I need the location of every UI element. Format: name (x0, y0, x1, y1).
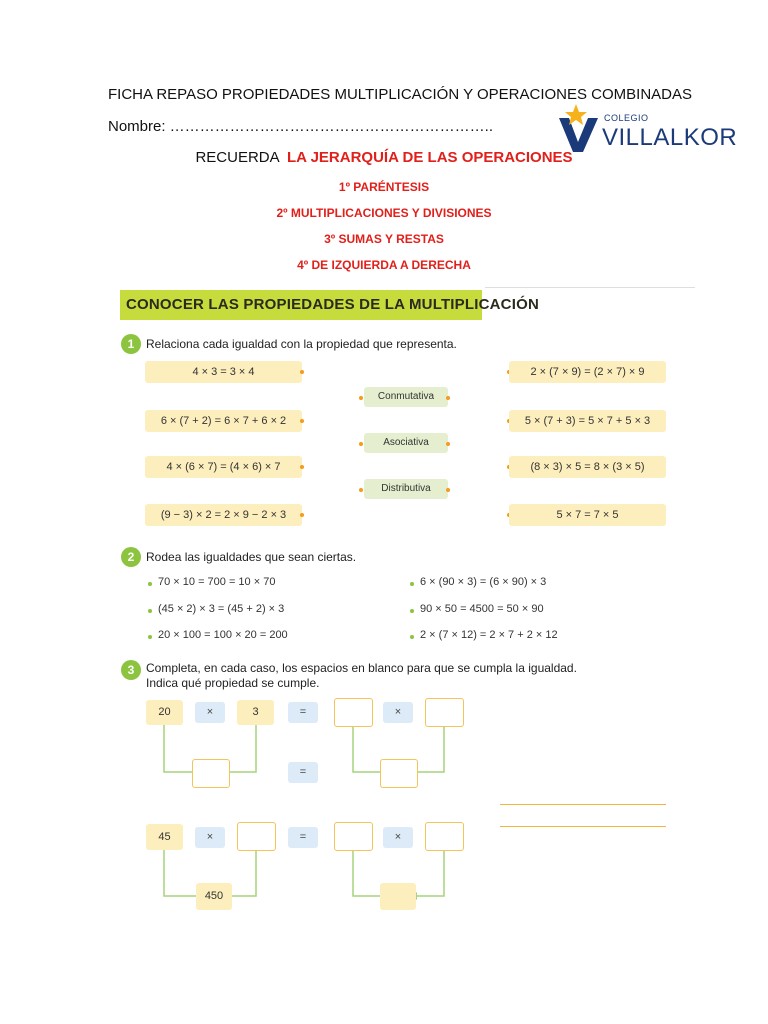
operator-box: × (383, 702, 413, 723)
equality-box: 5 × (7 + 3) = 5 × 7 + 5 × 3 (509, 410, 666, 432)
equals-box: = (288, 762, 318, 783)
exercise-instruction: Completa, en cada caso, los espacios en blanco para que se cumpla la igualdad. (146, 661, 577, 675)
equality-item[interactable]: 2 × (7 × 12) = 2 × 7 + 2 × 12 (420, 629, 558, 641)
reminder-highlight: LA JERARQUÍA DE LAS OPERACIONES (286, 149, 573, 166)
logo-school-name: VILLALKOR (602, 124, 738, 151)
rule-4: 4º DE IZQUIERDA A DERECHA (297, 258, 471, 272)
reminder-prefix: RECUERDA (195, 149, 279, 166)
section-banner-text: CONOCER LAS PROPIEDADES DE LA MULTIPLICACIÓN (126, 296, 539, 313)
equals-box: = (288, 827, 318, 848)
value-box: 45 (146, 824, 183, 850)
answer-blank[interactable] (334, 698, 373, 727)
value-box: 20 (146, 700, 183, 725)
answer-line[interactable] (500, 804, 666, 805)
logo-college-text: COLEGIO (604, 113, 649, 123)
exercise-number: 1 (121, 334, 141, 354)
operator-box: × (383, 827, 413, 848)
answer-blank[interactable] (425, 822, 464, 851)
answer-blank[interactable] (425, 698, 464, 727)
answer-blank[interactable] (334, 822, 373, 851)
equality-box: (9 − 3) × 2 = 2 × 9 − 2 × 3 (145, 504, 302, 526)
answer-blank[interactable] (380, 759, 418, 788)
exercise-number: 2 (121, 547, 141, 567)
answer-line[interactable] (500, 826, 666, 827)
property-distributiva: Distributiva (364, 479, 448, 499)
exercise-instruction: Relaciona cada igualdad con la propiedad que representa. (146, 337, 457, 351)
result-box: 450 (196, 883, 232, 910)
equality-item[interactable]: 90 × 50 = 4500 = 50 × 90 (420, 603, 544, 615)
operator-box: × (195, 702, 225, 723)
equality-box: 6 × (7 + 2) = 6 × 7 + 6 × 2 (145, 410, 302, 432)
answer-blank[interactable] (237, 822, 276, 851)
equality-box: 5 × 7 = 7 × 5 (509, 504, 666, 526)
answer-blank-filled[interactable] (380, 883, 416, 910)
equality-box: 4 × 3 = 3 × 4 (145, 361, 302, 383)
equality-item[interactable]: 20 × 100 = 100 × 20 = 200 (158, 629, 288, 641)
rule-2: 2º MULTIPLICACIONES Y DIVISIONES (276, 206, 492, 220)
exercise-instruction: Rodea las igualdades que sean ciertas. (146, 550, 357, 564)
equality-item[interactable]: (45 × 2) × 3 = (45 + 2) × 3 (158, 603, 285, 615)
equality-item[interactable]: 6 × (90 × 3) = (6 × 90) × 3 (420, 576, 547, 588)
exercise-number: 3 (121, 660, 141, 680)
equality-item[interactable]: 70 × 10 = 700 = 10 × 70 (158, 576, 276, 588)
equality-box: (8 × 3) × 5 = 8 × (3 × 5) (509, 456, 666, 478)
worksheet-title: FICHA REPASO PROPIEDADES MULTIPLICACIÓN Y OPERACIONES COMBINADAS (108, 86, 693, 103)
answer-blank[interactable] (192, 759, 230, 788)
operator-box: × (195, 827, 225, 848)
property-conmutativa: Conmutativa (364, 387, 448, 407)
equality-box: 2 × (7 × 9) = (2 × 7) × 9 (509, 361, 666, 383)
name-field-label: Nombre: ……………………………………………………….. (108, 118, 494, 135)
property-asociativa: Asociativa (364, 433, 448, 453)
equals-box: = (288, 702, 318, 723)
value-box: 3 (237, 700, 274, 725)
exercise-instruction-2: Indica qué propiedad se cumple. (146, 676, 320, 690)
equality-box: 4 × (6 × 7) = (4 × 6) × 7 (145, 456, 302, 478)
rule-3: 3º SUMAS Y RESTAS (324, 232, 444, 246)
rule-1: 1º PARÉNTESIS (338, 180, 430, 194)
